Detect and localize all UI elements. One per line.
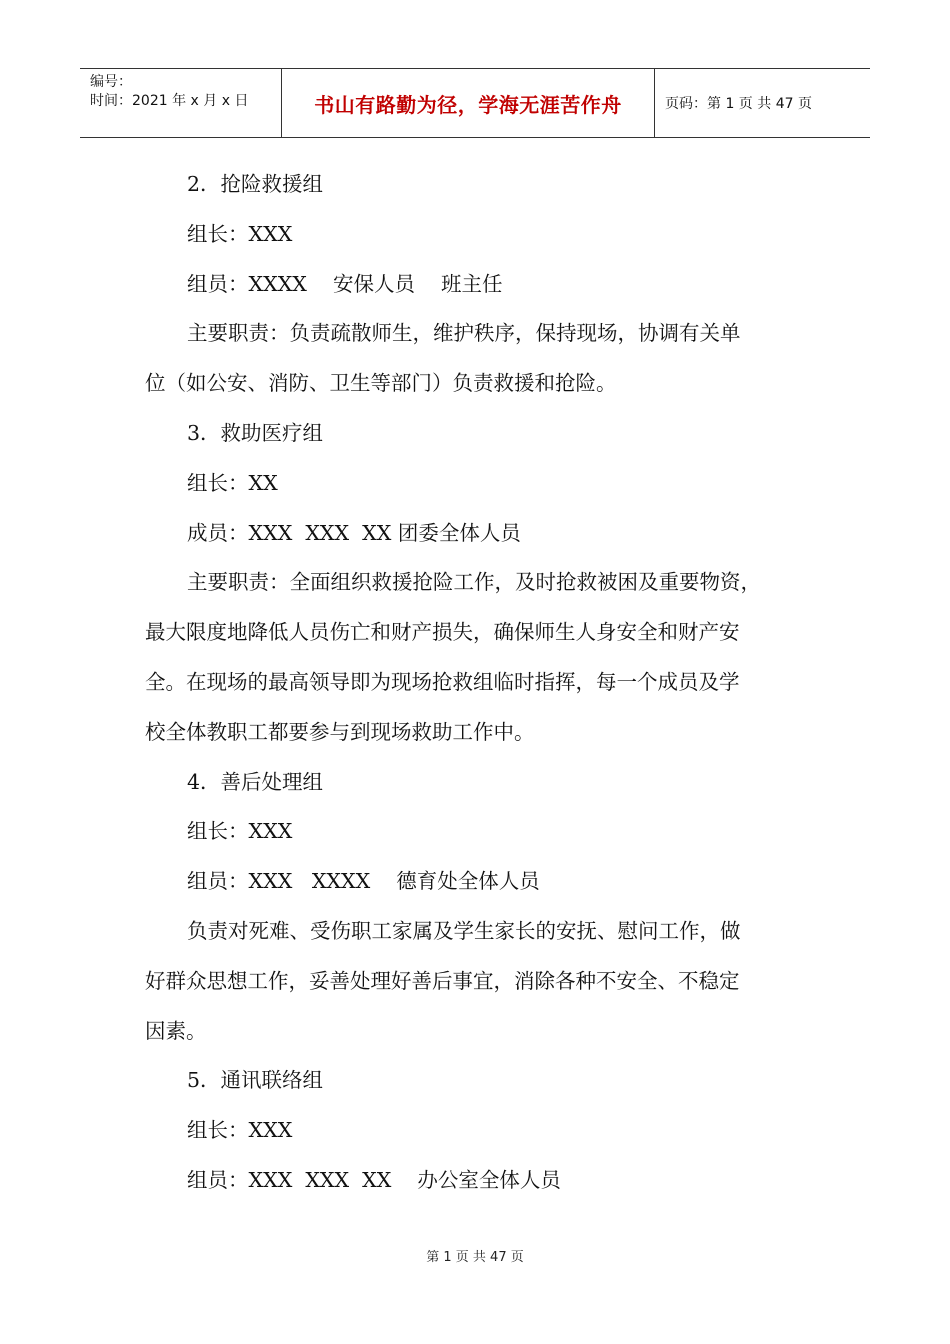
text-line: 3．救助医疗组 — [187, 420, 324, 445]
header-meta — [80, 69, 282, 137]
text-line: 组长：XX — [187, 470, 278, 495]
page-header — [80, 68, 870, 138]
text-line: 成员：XXX XXX XX 团委全体人员 — [187, 520, 521, 545]
text-line: 组员：XXX XXX XX 办公室全体人员 — [187, 1167, 561, 1192]
document-body — [145, 160, 835, 1206]
text-line: 校全体教职工都要参与到现场救助工作中。 — [145, 719, 535, 744]
page-footer — [0, 1246, 950, 1265]
text-line: 最大限度地降低人员伤亡和财产损失，确保师生人身安全和财产安 — [145, 620, 740, 645]
text-line: 4．善后处理组 — [187, 769, 324, 794]
text-line: 组员：XXXX 安保人员 班主任 — [187, 271, 503, 296]
text-line: 主要职责：负责疏散师生，维护秩序，保持现场，协调有关单 — [187, 321, 741, 346]
text-line: 全。在现场的最高领导即为现场抢救组临时指挥，每一个成员及学 — [145, 669, 740, 694]
text-line: 组长：XXX — [187, 1118, 293, 1143]
header-page-info — [655, 69, 870, 137]
text-line: 组员：XXX XXXX 德育处全体人员 — [187, 869, 540, 894]
text-line: 5．通讯联络组 — [187, 1068, 324, 1093]
footer-page-number: 第 1 页 共 47 页 — [426, 1250, 524, 1265]
text-line: 组长：XXX — [187, 221, 293, 246]
page-info-text: 页码：第 1 页 共 47 页 — [665, 96, 812, 112]
motto-text: 书山有路勤为径，学海无涯苦作舟 — [314, 92, 622, 117]
text-line: 主要职责：全面组织救援抢险工作，及时抢救被困及重要物资， — [187, 570, 761, 595]
text-line: 负责对死难、受伤职工家属及学生家长的安抚、慰问工作，做 — [187, 918, 741, 943]
text-line: 好群众思想工作，妥善处理好善后事宜，消除各种不安全、不稳定 — [145, 968, 740, 993]
text-line: 位（如公安、消防、卫生等部门）负责救援和抢险。 — [145, 371, 617, 396]
header-motto-cell — [282, 69, 655, 137]
text-line: 组长：XXX — [187, 819, 293, 844]
text-line: 2．抢险救援组 — [187, 172, 324, 196]
text-line: 因素。 — [145, 1018, 207, 1043]
number-label: 编号： — [90, 74, 132, 90]
time-label: 时间：2021 年 x 月 x 日 — [90, 93, 249, 109]
